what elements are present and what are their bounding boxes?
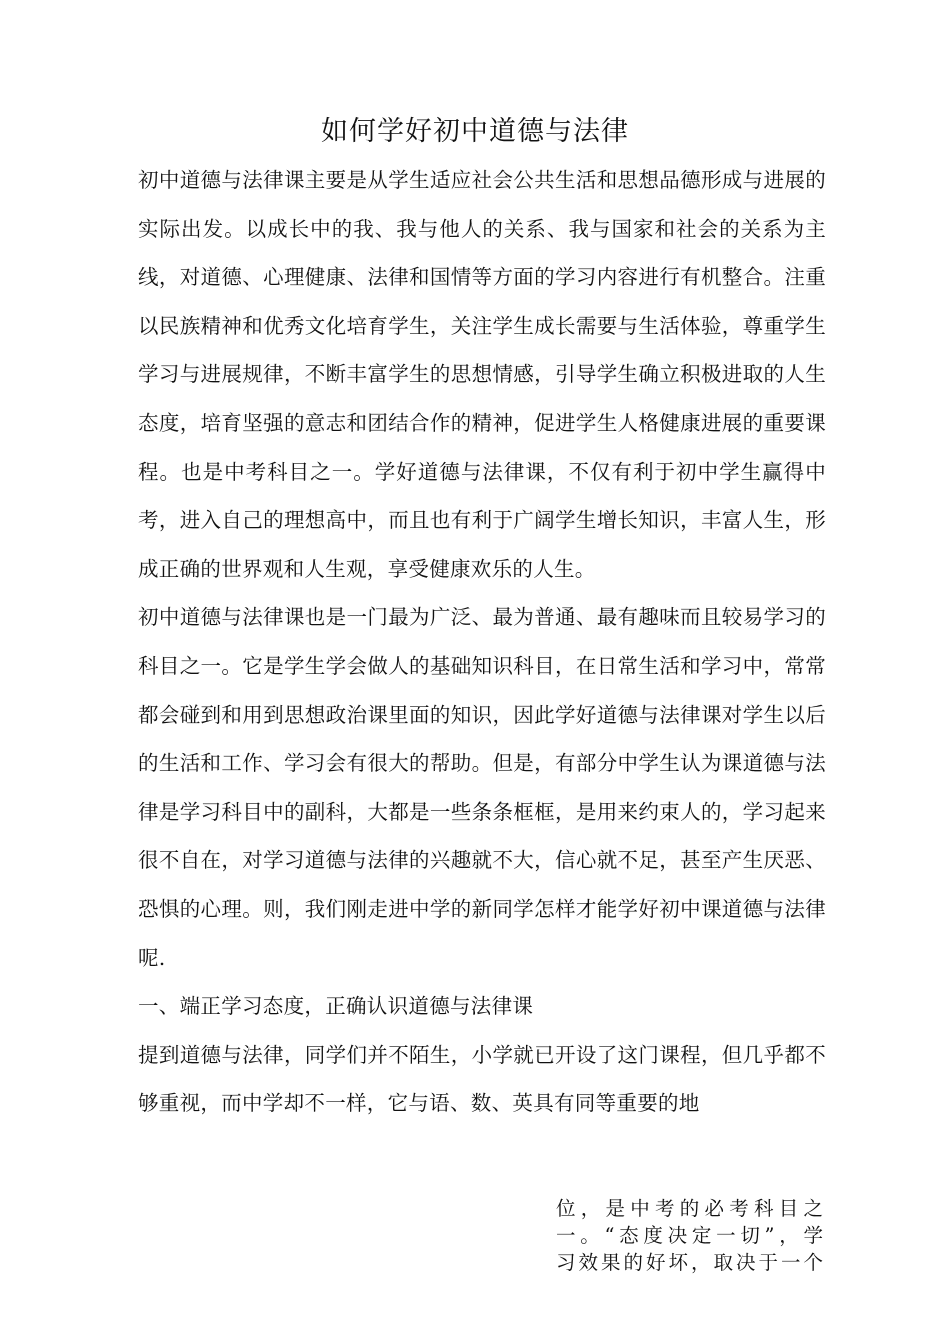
document-title: 如何学好初中道德与法律 xyxy=(321,116,629,147)
paragraph-intro: 初中道德与法律课主要是从学生适应社会公共生活和思想品德形成与进展的实际出发。以成长中的我、我与他人的关系、我与国家和社会的关系为主线，对道德、心理健康、法律和国情等方面的学习内容进行有机整合。注重以民族精神和优秀文化培育学生，关注学生成长需要与生活体验，尊重学生学习与进展规律，不断丰富学生的思想情感，引导学生确立积极进取的人生态度，培育坚强的意志和团结合作的精神，促进学生人格健康进展的重要课程。也是中考科目之一。学好道德与法律课，不仅有利于初中学生赢得中考，进入自己的理想高中，而且也有利于广阔学生增长知识，丰富人生，形成正确的世界观和人生观，享受健康欢乐的人生。 xyxy=(138,168,826,581)
continued-text-block: 位，是中考的必考科目之一。“态度决定一切”，学习效果的好坏，取决于一个 xyxy=(556,1197,827,1274)
document-body xyxy=(138,156,826,1128)
paragraph-attitude: 提到道德与法律，同学们并不陌生，小学就已开设了这门课程，但几乎都不够重视，而中学却不一样，它与语、数、英具有同等重要的地 xyxy=(138,1042,826,1116)
paragraph-subject-overview: 初中道德与法律课也是一门最为广泛、最为普通、最有趣味而且较易学习的科目之一。它是学生学会做人的基础知识科目，在日常生活和学习中，常常都会碰到和用到思想政治课里面的知识，因此学好道德与法律课对学生以后的生活和工作、学习会有很大的帮助。但是，有部分中学生认为课道德与法律是学习科目中的副科，大都是一些条条框框，是用来约束人的，学习起来很不自在，对学习道德与法律的兴趣就不大，信心就不足，甚至产生厌恶、恐惧的心理。则，我们刚走进中学的新同学怎样才能学好初中课道德与法律呢. xyxy=(138,605,826,970)
section-heading-attitude: 一、端正学习态度，正确认识道德与法律课 xyxy=(138,994,534,1019)
